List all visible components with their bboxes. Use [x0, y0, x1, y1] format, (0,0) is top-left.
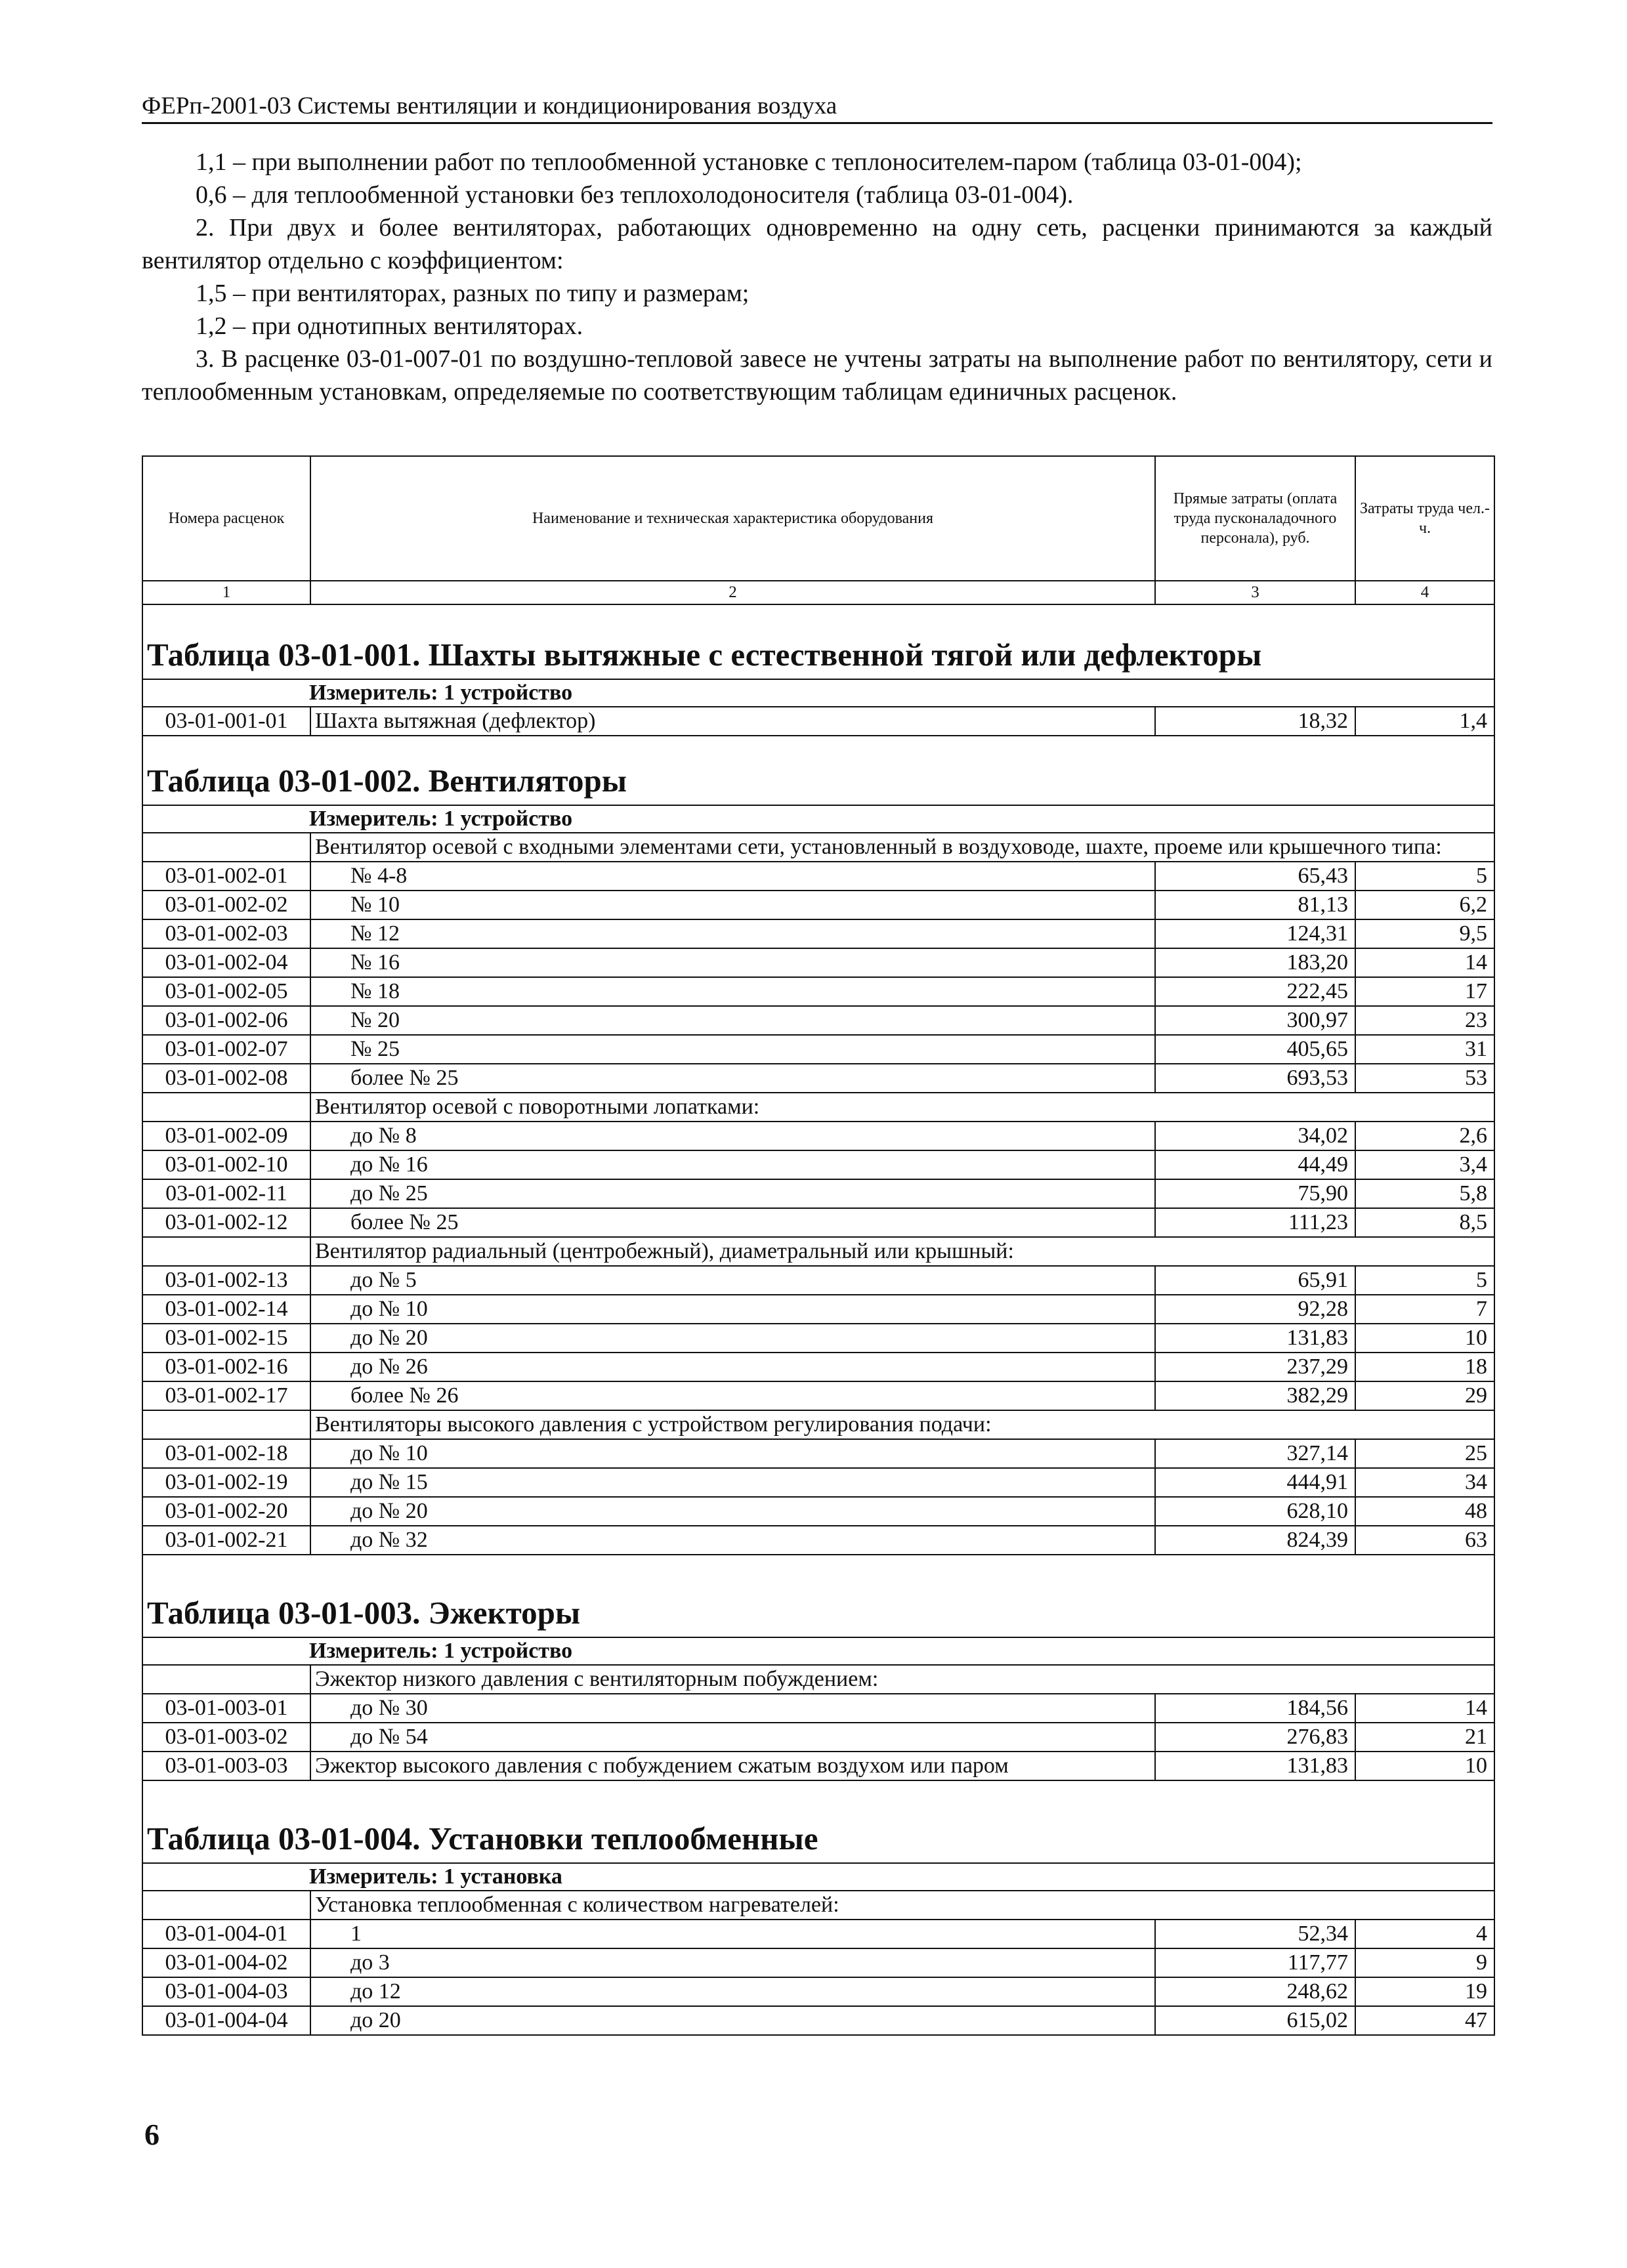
equipment-name: до № 5 — [310, 1266, 1155, 1295]
equipment-name: до № 26 — [310, 1353, 1155, 1381]
header-col-codes: Номера расценок — [142, 456, 310, 581]
equipment-name: до № 15 — [310, 1468, 1155, 1497]
rates-table — [142, 455, 1495, 2036]
rate-code: 03-01-004-01 — [142, 1920, 310, 1948]
rate-code: 03-01-002-06 — [142, 1006, 310, 1035]
equipment-name: до № 10 — [310, 1439, 1155, 1468]
direct-cost: 34,02 — [1155, 1122, 1355, 1150]
equipment-name: № 10 — [310, 891, 1155, 919]
direct-cost: 92,28 — [1155, 1295, 1355, 1324]
direct-cost: 111,23 — [1155, 1208, 1355, 1237]
equipment-name: Эжектор высокого давления с побуждением сжатым воздухом или паром — [310, 1752, 1155, 1780]
section-title-row — [142, 604, 1494, 679]
header-col-name: Наименование и техническая характеристика оборудования — [310, 456, 1155, 581]
measure-row — [142, 1863, 1494, 1891]
rate-code: 03-01-002-14 — [142, 1295, 310, 1324]
rate-code: 03-01-004-03 — [142, 1977, 310, 2006]
table-row — [142, 1439, 1494, 1468]
direct-cost: 382,29 — [1155, 1381, 1355, 1410]
equipment-name: до № 16 — [310, 1150, 1155, 1179]
section-title: Таблица 03-01-003. Эжекторы — [142, 1555, 1494, 1637]
rate-code: 03-01-002-15 — [142, 1324, 310, 1353]
page-header: ФЕРп-2001-03 Системы вентиляции и кондиционирования воздуха — [142, 92, 1492, 124]
equipment-name: до 20 — [310, 2006, 1155, 2035]
equipment-name: до № 54 — [310, 1723, 1155, 1752]
equipment-name: до № 32 — [310, 1526, 1155, 1555]
group-code-blank — [142, 1237, 310, 1266]
rate-code: 03-01-001-01 — [142, 707, 310, 736]
labor-hours: 21 — [1355, 1723, 1494, 1752]
table-row — [142, 1324, 1494, 1353]
rate-code: 03-01-003-03 — [142, 1752, 310, 1780]
equipment-name: до 12 — [310, 1977, 1155, 2006]
rate-code: 03-01-002-21 — [142, 1526, 310, 1555]
table-row — [142, 1150, 1494, 1179]
table-row — [142, 977, 1494, 1006]
section-title-row — [142, 1780, 1494, 1863]
labor-hours: 2,6 — [1355, 1122, 1494, 1150]
column-number-row — [142, 581, 1494, 604]
measure-row — [142, 805, 1494, 833]
labor-hours: 29 — [1355, 1381, 1494, 1410]
labor-hours: 6,2 — [1355, 891, 1494, 919]
direct-cost: 65,43 — [1155, 862, 1355, 891]
direct-cost: 615,02 — [1155, 2006, 1355, 2035]
direct-cost: 276,83 — [1155, 1723, 1355, 1752]
labor-hours: 34 — [1355, 1468, 1494, 1497]
measure-label: Измеритель: 1 устройство — [142, 679, 1494, 707]
rate-code: 03-01-003-01 — [142, 1694, 310, 1723]
equipment-name: № 12 — [310, 919, 1155, 948]
equipment-name: до № 20 — [310, 1324, 1155, 1353]
labor-hours: 5 — [1355, 1266, 1494, 1295]
note-line: 1,1 – при выполнении работ по теплообменной установке с теплоносителем-паром (таблица 03-01-004); — [196, 148, 1302, 176]
table-row — [142, 1208, 1494, 1237]
measure-label: Измеритель: 1 устройство — [142, 1637, 1494, 1665]
direct-cost: 184,56 — [1155, 1694, 1355, 1723]
direct-cost: 327,14 — [1155, 1439, 1355, 1468]
equipment-name: до № 25 — [310, 1179, 1155, 1208]
equipment-name: № 16 — [310, 948, 1155, 977]
direct-cost: 693,53 — [1155, 1064, 1355, 1093]
table-row — [142, 1035, 1494, 1064]
direct-cost: 81,13 — [1155, 891, 1355, 919]
table-row — [142, 919, 1494, 948]
table-row — [142, 1381, 1494, 1410]
rate-code: 03-01-002-01 — [142, 862, 310, 891]
group-name: Вентилятор радиальный (центробежный), диаметральный или крышный: — [310, 1237, 1494, 1266]
table-row — [142, 1723, 1494, 1752]
group-row — [142, 1093, 1494, 1122]
column-number: 2 — [310, 581, 1155, 604]
table-row — [142, 1064, 1494, 1093]
direct-cost: 222,45 — [1155, 977, 1355, 1006]
note-line: 2. При двух и более вентиляторах, работающих одновременно на одну сеть, расценки принимаются за каждый вентилятор отдельно с коэффициентом: — [142, 214, 1492, 274]
group-code-blank — [142, 1891, 310, 1920]
direct-cost: 824,39 — [1155, 1526, 1355, 1555]
table-row — [142, 1179, 1494, 1208]
table-row — [142, 1006, 1494, 1035]
labor-hours: 47 — [1355, 2006, 1494, 2035]
table-row — [142, 1752, 1494, 1780]
table-row — [142, 1948, 1494, 1977]
header-col-cost: Прямые затраты (оплата труда пусконаладочного персонала), руб. — [1155, 456, 1355, 581]
group-row — [142, 1891, 1494, 1920]
direct-cost: 248,62 — [1155, 1977, 1355, 2006]
equipment-name: № 25 — [310, 1035, 1155, 1064]
group-name: Вентилятор осевой с входными элементами сети, установленный в воздуховоде, шахте, проеме или крышечного типа: — [310, 833, 1494, 862]
equipment-name: до № 30 — [310, 1694, 1155, 1723]
equipment-name: до № 8 — [310, 1122, 1155, 1150]
equipment-name: до № 10 — [310, 1295, 1155, 1324]
direct-cost: 131,83 — [1155, 1752, 1355, 1780]
rate-code: 03-01-002-08 — [142, 1064, 310, 1093]
section-title: Таблица 03-01-001. Шахты вытяжные с естественной тягой или дефлекторы — [142, 604, 1494, 679]
group-name: Установка теплообменная с количеством нагревателей: — [310, 1891, 1494, 1920]
rate-code: 03-01-002-18 — [142, 1439, 310, 1468]
labor-hours: 5,8 — [1355, 1179, 1494, 1208]
rate-code: 03-01-003-02 — [142, 1723, 310, 1752]
equipment-name: № 20 — [310, 1006, 1155, 1035]
group-code-blank — [142, 1410, 310, 1439]
header-col-labor: Затраты труда чел.-ч. — [1355, 456, 1494, 581]
labor-hours: 48 — [1355, 1497, 1494, 1526]
table-row — [142, 2006, 1494, 2035]
rate-code: 03-01-002-10 — [142, 1150, 310, 1179]
section-title-row — [142, 1555, 1494, 1637]
direct-cost: 18,32 — [1155, 707, 1355, 736]
labor-hours: 10 — [1355, 1324, 1494, 1353]
note-line: 1,2 – при однотипных вентиляторах. — [196, 312, 583, 340]
measure-row — [142, 1637, 1494, 1665]
rate-code: 03-01-004-04 — [142, 2006, 310, 2035]
group-name: Вентиляторы высокого давления с устройством регулирования подачи: — [310, 1410, 1494, 1439]
table-row — [142, 1920, 1494, 1948]
table-row — [142, 862, 1494, 891]
rate-code: 03-01-002-05 — [142, 977, 310, 1006]
labor-hours: 9,5 — [1355, 919, 1494, 948]
rate-code: 03-01-002-07 — [142, 1035, 310, 1064]
rate-code: 03-01-002-12 — [142, 1208, 310, 1237]
table-row — [142, 1122, 1494, 1150]
group-name: Вентилятор осевой с поворотными лопатками: — [310, 1093, 1494, 1122]
direct-cost: 44,49 — [1155, 1150, 1355, 1179]
note-line: 3. В расценке 03-01-007-01 по воздушно-тепловой завесе не учтены затраты на выполнение работ по вентилятору, сети и теплообменным установкам, определяемые по соответствующим таблицам единичных расценок. — [142, 345, 1492, 406]
labor-hours: 8,5 — [1355, 1208, 1494, 1237]
rate-code: 03-01-002-19 — [142, 1468, 310, 1497]
notes-block — [142, 146, 1492, 408]
table-row — [142, 1526, 1494, 1555]
labor-hours: 17 — [1355, 977, 1494, 1006]
page-number: 6 — [144, 2118, 159, 2151]
rate-code: 03-01-002-02 — [142, 891, 310, 919]
rate-code: 03-01-002-11 — [142, 1179, 310, 1208]
rate-code: 03-01-002-13 — [142, 1266, 310, 1295]
equipment-name: более № 25 — [310, 1208, 1155, 1237]
table-row — [142, 1977, 1494, 2006]
direct-cost: 628,10 — [1155, 1497, 1355, 1526]
direct-cost: 52,34 — [1155, 1920, 1355, 1948]
table-header-row — [142, 456, 1494, 581]
section-title-row — [142, 736, 1494, 805]
note-line: 1,5 – при вентиляторах, разных по типу и размерам; — [196, 280, 750, 307]
group-name: Эжектор низкого давления с вентиляторным побуждением: — [310, 1665, 1494, 1694]
labor-hours: 5 — [1355, 862, 1494, 891]
labor-hours: 31 — [1355, 1035, 1494, 1064]
labor-hours: 18 — [1355, 1353, 1494, 1381]
column-number: 1 — [142, 581, 310, 604]
table-row — [142, 1694, 1494, 1723]
table-row — [142, 1266, 1494, 1295]
table-row — [142, 1468, 1494, 1497]
column-number: 4 — [1355, 581, 1494, 604]
rate-code: 03-01-002-04 — [142, 948, 310, 977]
table-row — [142, 707, 1494, 736]
labor-hours: 3,4 — [1355, 1150, 1494, 1179]
labor-hours: 14 — [1355, 1694, 1494, 1723]
direct-cost: 405,65 — [1155, 1035, 1355, 1064]
measure-row — [142, 679, 1494, 707]
equipment-name: Шахта вытяжная (дефлектор) — [310, 707, 1155, 736]
direct-cost: 300,97 — [1155, 1006, 1355, 1035]
column-number: 3 — [1155, 581, 1355, 604]
direct-cost: 183,20 — [1155, 948, 1355, 977]
group-row — [142, 1665, 1494, 1694]
labor-hours: 4 — [1355, 1920, 1494, 1948]
equipment-name: № 4-8 — [310, 862, 1155, 891]
table-row — [142, 1353, 1494, 1381]
table-row — [142, 1295, 1494, 1324]
table-row — [142, 1497, 1494, 1526]
labor-hours: 63 — [1355, 1526, 1494, 1555]
direct-cost: 131,83 — [1155, 1324, 1355, 1353]
labor-hours: 9 — [1355, 1948, 1494, 1977]
labor-hours: 53 — [1355, 1064, 1494, 1093]
section-title: Таблица 03-01-002. Вентиляторы — [142, 736, 1494, 805]
direct-cost: 237,29 — [1155, 1353, 1355, 1381]
equipment-name: более № 25 — [310, 1064, 1155, 1093]
labor-hours: 25 — [1355, 1439, 1494, 1468]
labor-hours: 1,4 — [1355, 707, 1494, 736]
rate-code: 03-01-002-17 — [142, 1381, 310, 1410]
group-row — [142, 1237, 1494, 1266]
rate-code: 03-01-004-02 — [142, 1948, 310, 1977]
equipment-name: до № 20 — [310, 1497, 1155, 1526]
labor-hours: 14 — [1355, 948, 1494, 977]
direct-cost: 65,91 — [1155, 1266, 1355, 1295]
direct-cost: 75,90 — [1155, 1179, 1355, 1208]
rate-code: 03-01-002-09 — [142, 1122, 310, 1150]
group-row — [142, 1410, 1494, 1439]
direct-cost: 124,31 — [1155, 919, 1355, 948]
section-title: Таблица 03-01-004. Установки теплообменные — [142, 1780, 1494, 1863]
labor-hours: 10 — [1355, 1752, 1494, 1780]
group-row — [142, 833, 1494, 862]
equipment-name: № 18 — [310, 977, 1155, 1006]
equipment-name: 1 — [310, 1920, 1155, 1948]
group-code-blank — [142, 1665, 310, 1694]
measure-label: Измеритель: 1 установка — [142, 1863, 1494, 1891]
labor-hours: 7 — [1355, 1295, 1494, 1324]
table-row — [142, 948, 1494, 977]
labor-hours: 19 — [1355, 1977, 1494, 2006]
labor-hours: 23 — [1355, 1006, 1494, 1035]
equipment-name: более № 26 — [310, 1381, 1155, 1410]
rate-code: 03-01-002-20 — [142, 1497, 310, 1526]
rate-code: 03-01-002-16 — [142, 1353, 310, 1381]
note-line: 0,6 – для теплообменной установки без теплохолодоносителя (таблица 03-01-004). — [196, 181, 1074, 209]
table-row — [142, 891, 1494, 919]
rate-code: 03-01-002-03 — [142, 919, 310, 948]
direct-cost: 117,77 — [1155, 1948, 1355, 1977]
measure-label: Измеритель: 1 устройство — [142, 805, 1494, 833]
group-code-blank — [142, 1093, 310, 1122]
equipment-name: до 3 — [310, 1948, 1155, 1977]
direct-cost: 444,91 — [1155, 1468, 1355, 1497]
group-code-blank — [142, 833, 310, 862]
